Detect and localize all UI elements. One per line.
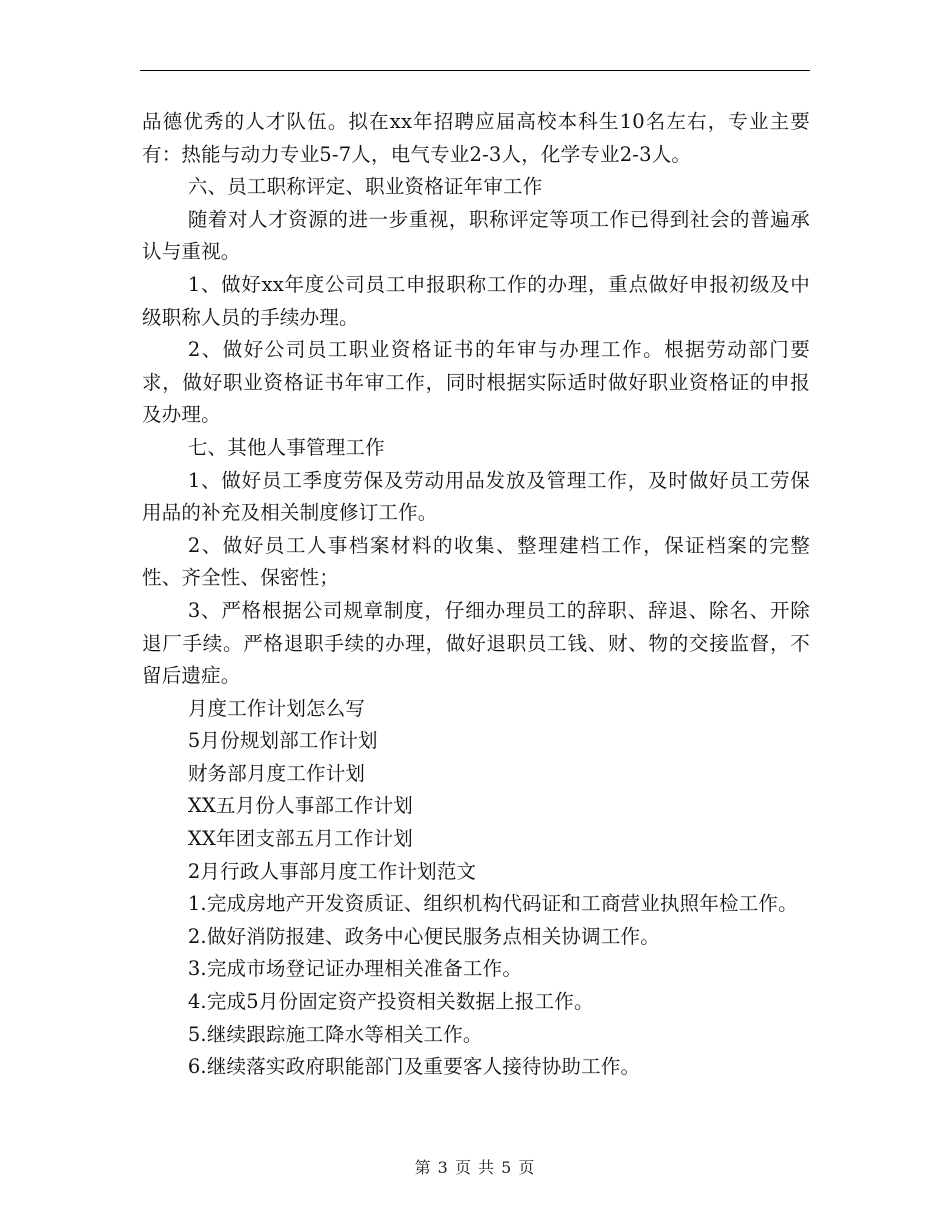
- paragraph-title-evaluation-intro: 随着对人才资源的进一步重视，职称评定等项工作已得到社会的普遍承认与重视。: [142, 207, 810, 264]
- section-heading-6: 六、员工职称评定、职业资格证年审工作: [187, 175, 543, 199]
- paragraph-item-6-1: 1、做好xx年度公司员工申报职称工作的办理，重点做好申报初级及中级职称人员的手续办理。: [142, 272, 810, 329]
- plan-item-6: 6.继续落实政府职能部门及重要客人接待协助工作。: [187, 1055, 641, 1079]
- document-body: [142, 106, 810, 1084]
- related-title-monthly-plan: 月度工作计划怎么写: [187, 696, 366, 720]
- plan-item-5: 5.继续跟踪施工降水等相关工作。: [187, 1022, 483, 1046]
- plan-item-2: 2.做好消防报建、政务中心便民服务点相关协调工作。: [187, 924, 660, 948]
- section-heading-feb-admin-plan: 2月行政人事部月度工作计划范文: [187, 859, 477, 883]
- paragraph-item-6-2: 2、做好公司员工职业资格证书的年审与办理工作。根据劳动部门要求，做好职业资格证书年审工作，同时根据实际适时做好职业资格证的申报及办理。: [142, 338, 810, 427]
- section-heading-7: 七、其他人事管理工作: [187, 435, 385, 459]
- related-title-league-may-plan: XX年团支部五月工作计划: [187, 827, 413, 851]
- paragraph-item-7-3: 3、严格根据公司规章制度，仔细办理员工的辞职、辞退、除名、开除退厂手续。严格退职手续的办理，做好退职员工钱、财、物的交接监督，不留后遗症。: [142, 598, 810, 688]
- paragraph-item-7-1: 1、做好员工季度劳保及劳动用品发放及管理工作，及时做好员工劳保用品的补充及相关制度修订工作。: [142, 468, 810, 525]
- related-title-hr-may-plan: XX五月份人事部工作计划: [187, 794, 413, 818]
- related-title-finance-plan: 财务部月度工作计划: [187, 761, 366, 785]
- paragraph-item-7-2: 2、做好员工人事档案材料的收集、整理建档工作，保证档案的完整性、齐全性、保密性；: [142, 533, 810, 590]
- plan-item-3: 3.完成市场登记证办理相关准备工作。: [187, 957, 523, 981]
- plan-item-1: 1.完成房地产开发资质证、组织机构代码证和工商营业执照年检工作。: [187, 892, 798, 916]
- page-number-footer: 第 3 页 共 5 页: [414, 1158, 536, 1177]
- header-rule: [140, 70, 810, 71]
- paragraph-talent-recruitment: 品德优秀的人才队伍。拟在xx年招聘应届高校本科生10名左右，专业主要有：热能与动力专业5-7人，电气专业2-3人，化学专业2-3人。: [142, 110, 810, 166]
- related-title-may-planning: 5月份规划部工作计划: [187, 729, 378, 753]
- plan-item-4: 4.完成5月份固定资产投资相关数据上报工作。: [187, 990, 594, 1014]
